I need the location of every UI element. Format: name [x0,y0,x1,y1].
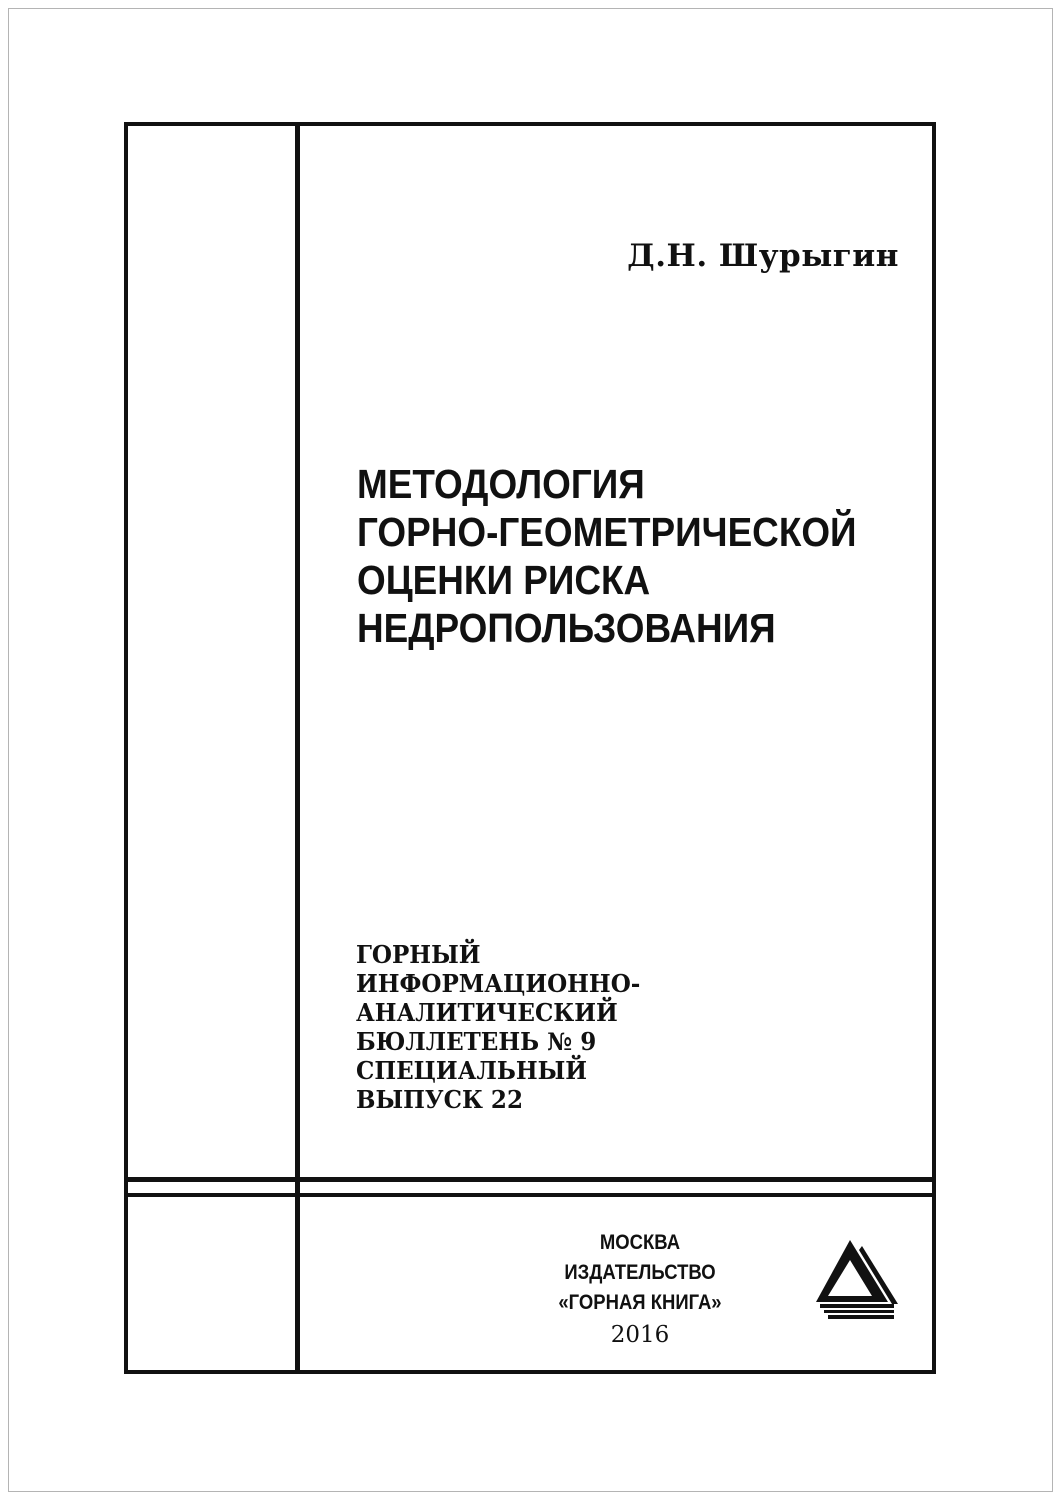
frame-vertical-rule [295,126,300,1370]
frame-horizontal-rule-bottom [128,1193,932,1197]
title-line: МЕТОДОЛОГИЯ [357,461,645,507]
series-line: ВЫПУСК 22 [356,1085,523,1114]
series-line: БЮЛЛЕТЕНЬ № 9 [356,1027,597,1056]
publisher-block [520,1228,760,1352]
frame-horizontal-rule-top [128,1177,932,1182]
book-title [357,460,875,652]
publisher-name: «ГОРНАЯ КНИГА» [558,1291,722,1314]
publisher-city: МОСКВА [599,1231,681,1254]
publication-year: 2016 [610,1322,670,1348]
title-line: ОЦЕНКИ РИСКА [357,557,651,603]
series-line: АНАЛИТИЧЕСКИЙ [356,998,618,1027]
series-line: СПЕЦИАЛЬНЫЙ [356,1056,588,1085]
title-line: НЕДРОПОЛЬЗОВАНИЯ [357,605,776,651]
author: Д.Н. Шурыгин [627,238,899,274]
series-line: ИНФОРМАЦИОННО- [356,969,641,998]
publisher-house: ИЗДАТЕЛЬСТВО [564,1261,716,1284]
title-line: ГОРНО-ГЕОМЕТРИЧЕСКОЙ [357,509,857,555]
triangle-book-logo-icon [814,1238,898,1320]
series-line: ГОРНЫЙ [356,940,481,969]
cover-frame [124,122,936,1374]
series-info [356,940,740,1114]
